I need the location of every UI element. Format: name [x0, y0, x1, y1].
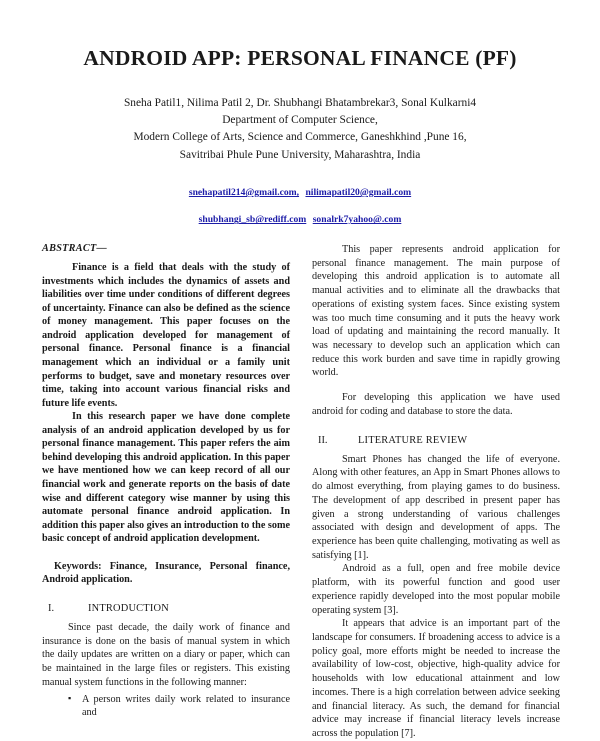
page-title: ANDROID APP: PERSONAL FINANCE (PF)	[83, 46, 517, 70]
section-heading-introduction	[42, 603, 290, 614]
literature-paragraph-3: It appears that advice is an important part of the landscape for consumers. If broadening access to advice is a policy goal, more efforts might be needed to increase the availability of low-cost, objective, high-quality advice for households with low educational attainment and low incomes. There is a high correlation between advice seeking and financial literacy. As such, the demand for financial advice may increase if financial literacy levels increase across the population [7].	[312, 618, 560, 739]
introduction-bullet-list	[42, 693, 290, 720]
right-column	[312, 243, 560, 741]
email-link-nilima[interactable]: nilimapatil20@gmail.com	[305, 187, 412, 199]
literature-paragraph-2: Android as a full, open and free mobile device platform, with its powerful function and good user experience rapidly developed into the most popular mobile operating system [3].	[312, 563, 560, 616]
body-columns	[0, 243, 600, 741]
email-link-sonal[interactable]: sonalrk7yahoo@.com	[312, 214, 402, 226]
university-line: Savitribai Phule Pune University, Maharashtra, India	[179, 148, 421, 161]
literature-paragraph-1: Smart Phones has changed the life of everyone. Along with other features, an App in Smart Phones allows to do almost everything, from playing games to do business. The development of app described in present paper has given a strong understanding of various challenges associated with design and development of apps. The experience has been quite challenging, motivating as well as satisfying [1].	[312, 453, 560, 561]
abstract-label: ABSTRACT—	[42, 243, 107, 254]
section-number: II.	[318, 434, 328, 446]
section-number: I.	[48, 602, 55, 614]
email-row-1	[0, 186, 600, 200]
keywords-line: Keywords: Finance, Insurance, Personal finance, Android application.	[42, 560, 290, 586]
abstract-paragraph-1: Finance is a field that deals with the study of investments which includes the dynamics of assets and liabilities over time under conditions of different degrees of uncertainty. Finance can also be defined as the science of money management. This paper focuses on the android application developed for management of personal finance. Personal finance is a financial management which an individual or a family unit performs to budget, save and monetary resources over time, taking into account various financial risks and future life events.	[42, 262, 290, 409]
right-paragraph-2: For developing this application we have used android for coding and database to store the data.	[312, 392, 560, 417]
department-line: Department of Computer Science,	[222, 114, 378, 127]
section-title: INTRODUCTION	[88, 602, 169, 614]
section-title: LITERATURE REVIEW	[358, 434, 468, 446]
email-link-sneha[interactable]: snehapatil214@gmail.com,	[188, 187, 300, 199]
right-paragraph-1: This paper represents android application for personal finance management. The main purpose of developing this android application is to automate all manual activities and to eliminate all the drawbacks that operations of existing system faces. Since existing system was too much time consuming and it puts the heavy work load of updating and maintaining the record manually. It was necessary to develop such an application which can reduce this work burden and save time in rapidly growing world.	[312, 244, 560, 379]
list-item: ▪ A person writes daily work related to insurance and	[68, 693, 290, 720]
abstract-paragraph-2: In this research paper we have done complete analysis of an android application developed by us for personal finance management. This paper refers the aim behind developing this android application. In this paper we have mentioned how we can keep record of all our financial work and generate reports on the basis of date wise and different category wise manner by using this automate personal finance android application. In addition this paper also gives an introduction to the some basic concept of android application development.	[42, 411, 290, 545]
introduction-paragraph-1: Since past decade, the daily work of finance and insurance is done on the basis of manual system in which the daily updates are written on a diary or paper, which can be maintained in the large files or registers. This existing manual system functions in the following manner:	[42, 621, 290, 688]
author-list: Sneha Patil1, Nilima Patil 2, Dr. Shubhangi Bhatambrekar3, Sonal Kulkarni4	[123, 96, 477, 109]
email-link-shubhangi[interactable]: shubhangi_sb@rediff.com	[198, 214, 307, 226]
email-block	[0, 186, 600, 228]
left-column	[42, 243, 290, 741]
section-heading-literature-review	[312, 435, 560, 446]
author-affiliation-block	[0, 95, 600, 164]
college-line: Modern College of Arts, Science and Commerce, Ganeshkhind ,Pune 16,	[133, 131, 467, 144]
email-row-2	[0, 213, 600, 227]
